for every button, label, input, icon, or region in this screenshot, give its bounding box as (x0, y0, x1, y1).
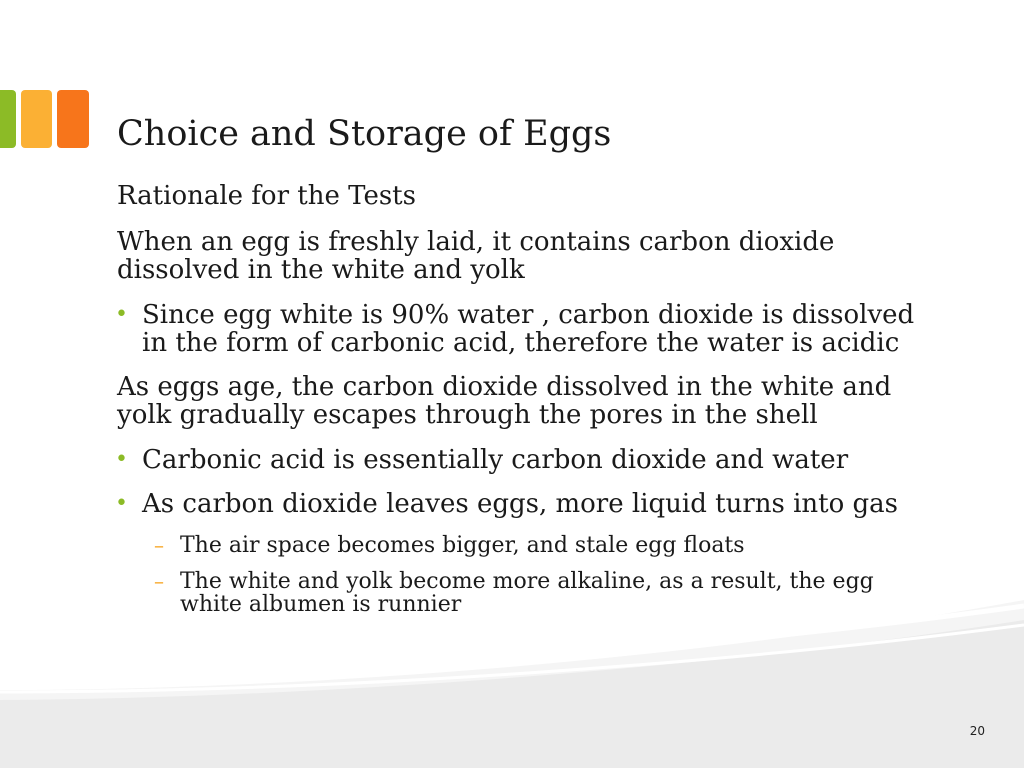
sub-bullet-text: The white and yolk become more alkaline, as a result, the egg white albumen is runnier (180, 569, 874, 617)
section-heading: Rationale for the Tests (117, 181, 416, 211)
bullet-text: Since egg white is 90% water , carbon dioxide is dissolved in the form of carbonic acid, therefore the water is acidic (142, 300, 915, 358)
sub-bullet-item (117, 534, 917, 557)
dash-icon: – (154, 569, 164, 593)
sub-bullet-text: The air space becomes bigger, and stale egg floats (180, 533, 745, 558)
page-number: 20 (969, 724, 985, 738)
bullet-item (117, 301, 917, 357)
accent-blocks-logo (0, 0, 100, 160)
slide-body (117, 182, 917, 629)
bullet-item (117, 446, 917, 474)
bullet-item (117, 490, 917, 518)
slide-title: Choice and Storage of Eggs (117, 114, 612, 154)
bullet-icon: • (115, 491, 128, 516)
dash-icon: – (154, 533, 164, 557)
bullet-icon: • (115, 302, 128, 327)
paragraph-aging-eggs: As eggs age, the carbon dioxide dissolved in the white and yolk gradually escapes through the pores in the shell (117, 372, 892, 430)
bullet-icon: • (115, 447, 128, 472)
paragraph-fresh-egg: When an egg is freshly laid, it contains carbon dioxide dissolved in the white and yolk (117, 227, 835, 285)
bullet-text: As carbon dioxide leaves eggs, more liquid turns into gas (142, 489, 899, 519)
accent-block-yellow (21, 90, 52, 148)
bullet-text: Carbonic acid is essentially carbon dioxide and water (142, 445, 849, 475)
accent-block-green (0, 90, 16, 148)
accent-block-orange (57, 90, 89, 148)
sub-bullet-item (117, 570, 917, 616)
